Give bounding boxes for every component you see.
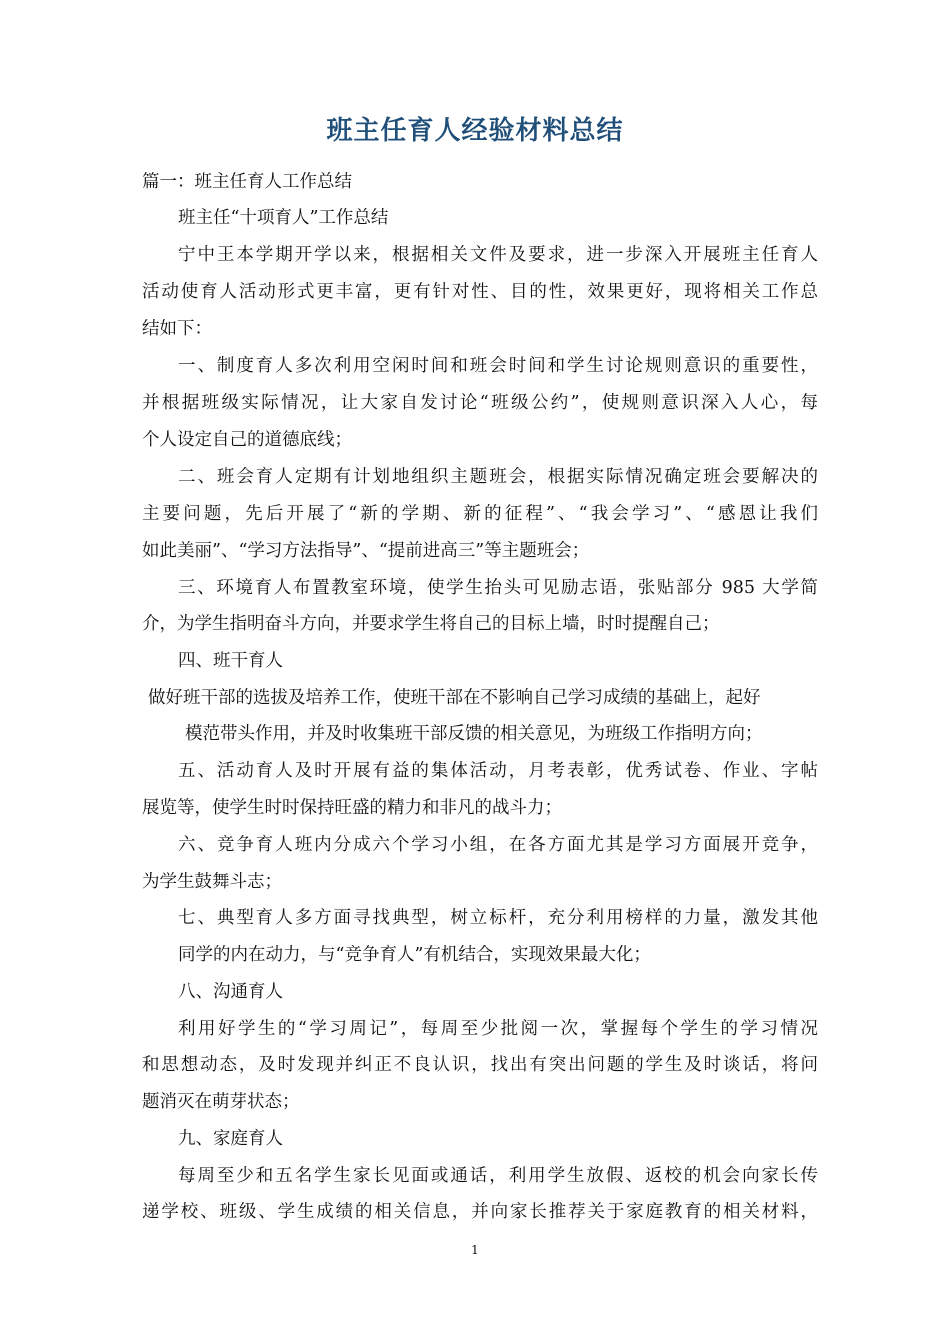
paragraph-line: 八、沟通育人 [178,982,283,1002]
subheading: 班主任“十项育人”工作总结 [178,208,389,228]
paragraph-line: 五、活动育人及时开展有益的集体活动，月考表彰，优秀试卷、作业、字帖 [178,761,818,781]
paragraph-line: 和思想动态，及时发现并纠正不良认识，找出有突出问题的学生及时谈话，将问 [142,1055,818,1075]
paragraph-line: 展览等，使学生时时保持旺盛的精力和非凡的战斗力； [142,798,562,818]
paragraph-line: 七、典型育人多方面寻找典型，树立标杆，充分利用榜样的力量，激发其他 [178,908,818,928]
paragraph-line: 九、家庭育人 [178,1129,283,1149]
paragraph-line: 四、班干育人 [178,651,283,671]
paragraph-line: 模范带头作用，并及时收集班干部反馈的相关意见，为班级工作指明方向； [185,724,763,744]
paragraph-line: 如此美丽”、“学习方法指导”、“提前进高三”等主题班会； [142,541,590,561]
paragraph-line: 结如下： [142,319,212,339]
section-heading: 篇一：班主任育人工作总结 [142,172,352,192]
paragraph-line: 主要问题，先后开展了“新的学期、新的征程”、“我会学习”、“感恩让我们 [142,504,818,524]
paragraph-line: 一、制度育人多次利用空闲时间和班会时间和学生讨论规则意识的重要性， [178,356,818,376]
paragraph-line: 题消灭在萌芽状态； [142,1092,300,1112]
paragraph-line: 利用好学生的“学习周记”，每周至少批阅一次，掌握每个学生的学习情况 [178,1019,818,1039]
paragraph-line: 每周至少和五名学生家长见面或通话，利用学生放假、返校的机会向家长传 [178,1166,818,1186]
paragraph-line: 六、竞争育人班内分成六个学习小组，在各方面尤其是学习方面展开竞争， [178,835,818,855]
paragraph-line: 递学校、班级、学生成绩的相关信息，并向家长推荐关于家庭教育的相关材料， [142,1202,818,1222]
paragraph-line: 二、班会育人定期有计划地组织主题班会，根据实际情况确定班会要解决的 [178,467,818,487]
page-number: 1 [471,1243,479,1257]
document-title: 班主任育人经验材料总结 [326,116,624,146]
paragraph-line: 活动使育人活动形式更丰富，更有针对性、目的性，效果更好，现将相关工作总 [142,282,818,302]
paragraph-line: 个人设定自己的道德底线； [142,430,352,450]
paragraph-line: 为学生鼓舞斗志； [142,872,282,892]
paragraph-line: 介，为学生指明奋斗方向，并要求学生将自己的目标上墙，时时提醒自己； [142,614,720,634]
paragraph-line: 做好班干部的选拔及培养工作，使班干部在不影响自己学习成绩的基础上，起好 [148,688,761,708]
paragraph-line: 宁中王本学期开学以来，根据相关文件及要求，进一步深入开展班主任育人 [178,245,818,265]
paragraph-line: 同学的内在动力，与“竞争育人”有机结合，实现效果最大化； [178,945,651,965]
paragraph-line: 三、环境育人布置教室环境，使学生抬头可见励志语，张贴部分 985 大学简 [178,578,818,598]
paragraph-line: 并根据班级实际情况，让大家自发讨论“班级公约”，使规则意识深入人心，每 [142,393,818,413]
